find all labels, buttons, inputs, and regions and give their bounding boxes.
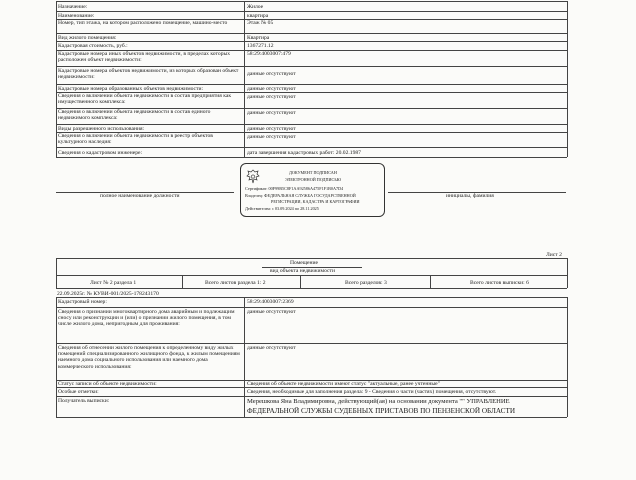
position-caption: полное наименование должности [100, 193, 180, 199]
row-label: Наименование: [58, 12, 95, 19]
row-label: Виды разрешенного использования: [58, 125, 145, 132]
object-type: вид объекта недвижимости [270, 268, 335, 274]
row-value: 58:29:4003007:2369 [247, 299, 294, 305]
name-caption: инициалы, фамилия [446, 193, 494, 199]
stamp-owner: Владелец: ФЕДЕРАЛЬНАЯ СЛУЖБА ГОСУДАРСТВЕННОЙ [245, 192, 356, 198]
sheet-number: Лист 2 [546, 252, 562, 258]
row-label: Сведения о признании многоквартирного дома аварийным и подлежащим сносу или реконструкции и (или) о признании жилого помещения, в том числе жилого дома, непригодным для проживания: [58, 309, 235, 328]
row-label: Сведения о включении объекта недвижимости в состав единого недвижимого комплекса: [58, 109, 211, 122]
row-value: Сведения об объекте недвижимости имеют статус "актуальные, ранее учтенные" [247, 381, 440, 387]
emblem-icon [246, 169, 260, 184]
row-value: данные отсутствуют [247, 345, 296, 351]
row-label: Статус записи об объекте недвижимости: [58, 381, 157, 387]
row-value: 58:29:4003007:479 [247, 51, 291, 57]
row-value: данные отсутствуют [247, 85, 296, 92]
row-value: Этаж № 05 [247, 20, 274, 26]
stamp-title: ДОКУМЕНТ ПОДПИСАН [289, 170, 337, 175]
row-label: Особые отметки: [58, 389, 99, 395]
row-value: Мерешкова Яна Владимировна, действующий(ая) на основании документа "" УПРАВЛЕНИЕ [247, 398, 510, 405]
row-label: Вид жилого помещения: [58, 34, 117, 41]
sheet-of-section: Лист № 2 раздела 1 [90, 280, 137, 286]
sheets-in-section: Всего листов раздела 1: 2 [205, 280, 266, 286]
row-label: Кадастровые номера объектов недвижимости, из которых образован объект недвижимости: [58, 68, 239, 81]
row-label: Назначение: [58, 4, 88, 10]
row-value: данные отсутствуют [247, 125, 296, 132]
sheets-total: Всего листов выписки: 6 [470, 280, 529, 286]
stamp-owner: РЕГИСТРАЦИИ, КАДАСТРА И КАРТОГРАФИИ [271, 199, 360, 204]
stamp-validity: Действителен: с 03.09.2024 по 28.11.2025 [245, 205, 319, 211]
row-label: Кадастровая стоимость, руб.: [58, 43, 128, 49]
stamp-title: ЭЛЕКТРОННОЙ ПОДПИСЬЮ [285, 177, 342, 182]
row-value: Жилое [247, 4, 264, 10]
row-value: данные отсутствуют [247, 309, 296, 315]
row-value-continued: ФЕДЕРАЛЬНОЙ СЛУЖБЫ СУДЕБНЫХ ПРИСТАВОВ ПО ПЕНЗЕНСКОЙ ОБЛАСТИ [247, 407, 516, 415]
e-signature-stamp [240, 163, 385, 217]
row-label: Сведения об отнесении жилого помещения к определенному виду жилых помещений специализированного жилищного фонда, к жилым помещениям наемного дома социального использования или наемного дома коммерческого использования: [58, 345, 240, 370]
row-label: Номер, тип этажа, на котором расположено помещение, машино-место [58, 20, 228, 26]
row-label: Кадастровые номера образованных объектов недвижимости: [58, 85, 204, 92]
row-value: квартира [247, 12, 269, 19]
row-value: 1367271.12 [247, 43, 274, 49]
row-label: Кадастровые номера иных объектов недвижимости, в пределах которых расположен объект недвижимости: [58, 51, 231, 64]
row-value: данные отсутствуют [247, 110, 296, 116]
row-label: Кадастровый номер: [58, 299, 107, 305]
row-value: данные отсутствуют [247, 94, 296, 100]
row-value: данные отсутствуют [247, 71, 296, 77]
row-value: Квартира [247, 34, 270, 41]
row-label: Сведения о кадастровом инженере: [58, 149, 143, 156]
extract-date-number: 22.09.2025г. № КУВИ-001/2025-178243170 [57, 291, 159, 297]
object-title: Помещение [290, 259, 319, 266]
stamp-certificate: Сертификат: 00F99B5С8F1AA92586A475F1F1B0A7D4 [245, 186, 344, 191]
row-label: Сведения о включении объекта недвижимости в реестр объектов культурного наследия: [58, 133, 213, 146]
row-label: Сведения о включении объекта недвижимости в состав предприятия как имущественного комплекса: [58, 93, 232, 106]
row-value: Сведения, необходимые для заполнения раздела: 9 - Сведения о части (частях) помещения, отсутствуют. [247, 389, 497, 395]
row-value: дата завершения кадастровых работ: 20.02.1987 [247, 149, 361, 156]
row-label: Получатель выписки: [58, 398, 110, 404]
row-value: данные отсутствуют [247, 134, 296, 140]
sections-total: Всего разделов: 3 [345, 280, 387, 286]
